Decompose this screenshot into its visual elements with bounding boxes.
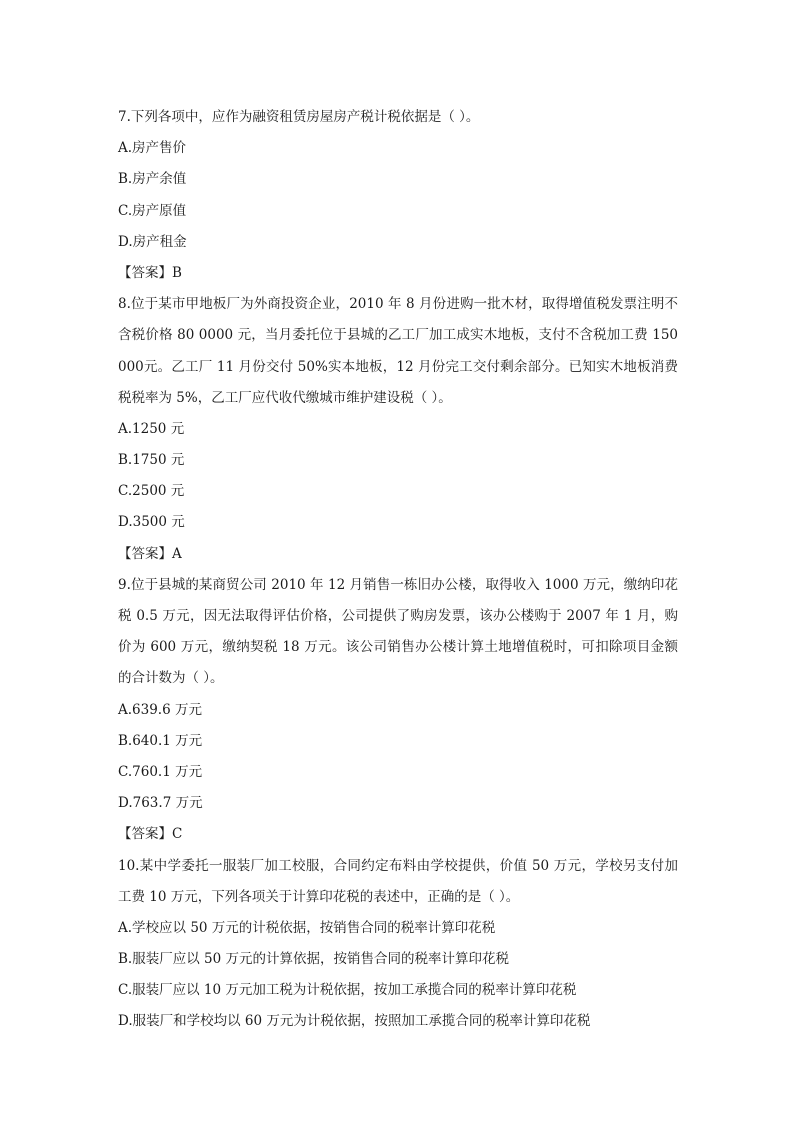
- question-stem-line: 7.下列各项中，应作为融资租赁房屋房产税计税依据是（ ）。: [118, 109, 480, 125]
- option-a: A.1250 元: [118, 420, 185, 437]
- question-9: [118, 570, 678, 851]
- question-stem-line: 9.位于县城的某商贸公司 2010 年 12 月销售一栋旧办公楼，取得收入 1000 万元，缴纳印花: [118, 576, 678, 593]
- option-d: D.763.7 万元: [118, 795, 203, 812]
- question-stem-line: 税税率为 5%，乙工厂应代收代缴城市维护建设税（ ）。: [118, 389, 452, 406]
- question-stem-line: 含税价格 80 0000 元，当月委托位于县城的乙工厂加工成实木地板，支付不含税加工费 150: [118, 327, 678, 344]
- option-b: B.1750 元: [118, 452, 185, 469]
- answer-line: 【答案】C: [118, 826, 183, 843]
- question-stem-line: 价为 600 万元，缴纳契税 18 万元。该公司销售办公楼计算土地增值税时，可扣除项目金额: [118, 639, 678, 656]
- option-a: A.学校应以 50 万元的计税依据，按销售合同的税率计算印花税: [118, 919, 496, 936]
- answer-line: 【答案】A: [118, 545, 182, 562]
- question-stem-line: 10.某中学委托一服装厂加工校服，合同约定布料由学校提供，价值 50 万元，学校另支付加: [118, 857, 678, 874]
- question-stem-line: 工费 10 万元，下列各项关于计算印花税的表述中，正确的是（ ）。: [118, 888, 520, 905]
- option-c: C.760.1 万元: [118, 763, 203, 780]
- option-a: A.房产售价: [118, 140, 187, 157]
- question-stem-line: 的合计数为（ ）。: [118, 670, 224, 687]
- question-stem-line: 8.位于某市甲地板厂为外商投资企业，2010 年 8 月份进购一批木材，取得增值税发票注明不: [118, 296, 678, 313]
- option-c: C.2500 元: [118, 483, 185, 500]
- document-page: [118, 102, 678, 1038]
- question-stem-line: 000元。乙工厂 11 月份交付 50%实本地板，12 月份完工交付剩余部分。已知实木地板消费: [118, 358, 678, 375]
- option-d: D.房产租金: [118, 233, 187, 250]
- question-stem-line: 税 0.5 万元，因无法取得评估价格，公司提供了购房发票，该办公楼购于 2007 年 1 月，购: [118, 608, 678, 624]
- option-b: B.房产余值: [118, 171, 187, 188]
- question-8: [118, 289, 678, 570]
- answer-line: 【答案】B: [118, 264, 182, 281]
- option-b: B.640.1 万元: [118, 732, 203, 749]
- option-a: A.639.6 万元: [118, 701, 202, 718]
- option-c: C.房产原值: [118, 202, 187, 219]
- question-10: [118, 851, 678, 1038]
- option-c: C.服装厂应以 10 万元加工税为计税依据，按加工承揽合同的税率计算印花税: [118, 982, 577, 999]
- option-d: D.服装厂和学校均以 60 万元为计税依据，按照加工承揽合同的税率计算印花税: [118, 1013, 591, 1030]
- option-d: D.3500 元: [118, 514, 185, 531]
- option-b: B.服装厂应以 50 万元的计算依据，按销售合同的税率计算印花税: [118, 951, 509, 968]
- question-7: [118, 102, 678, 289]
